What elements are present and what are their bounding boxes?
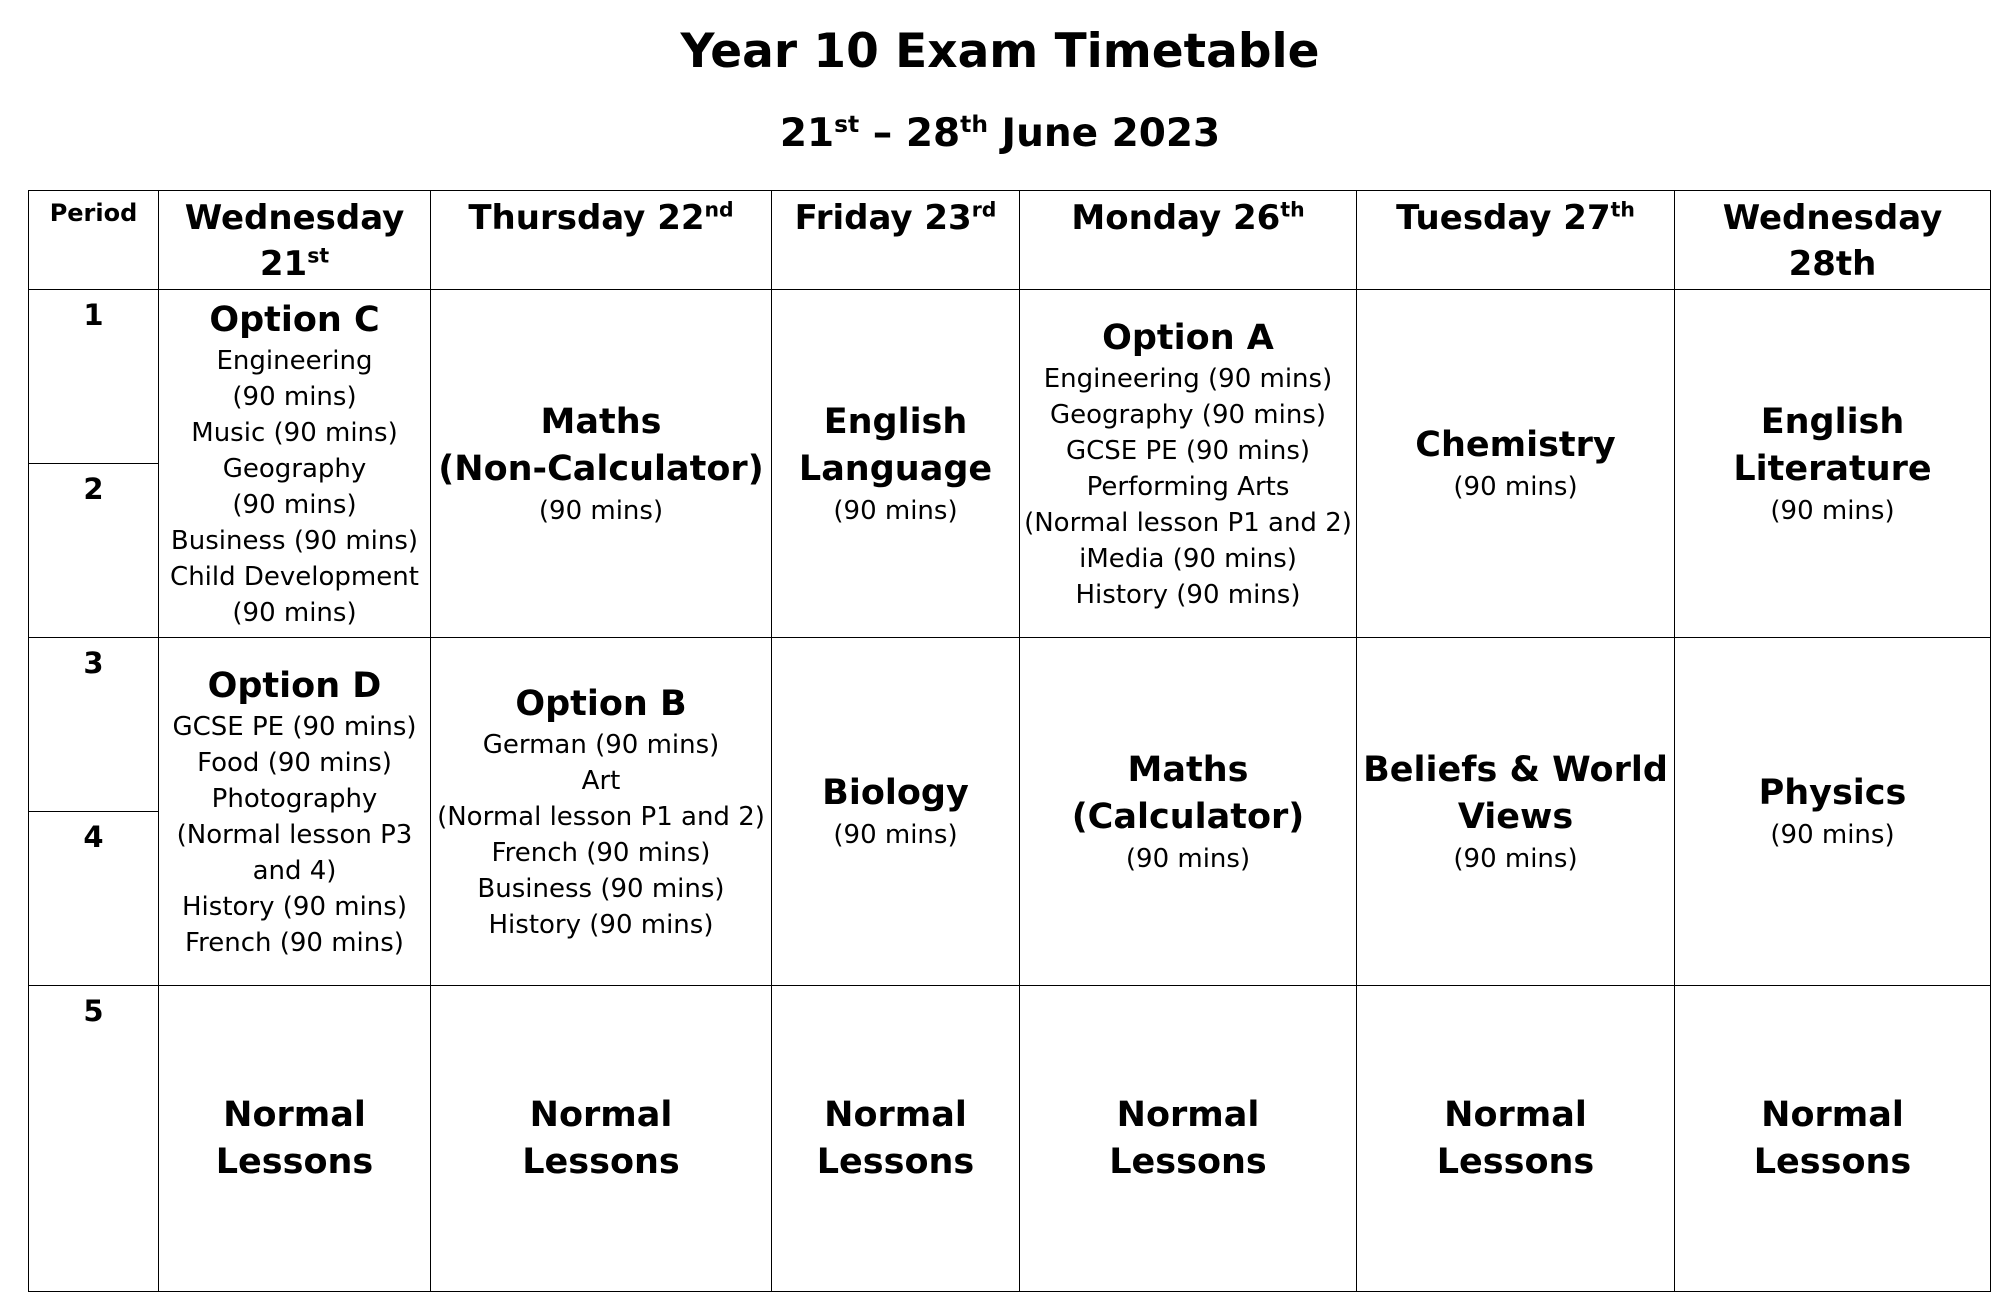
day-number-suffix: st	[307, 243, 330, 268]
exam-detail: (90 mins)	[232, 489, 357, 520]
exam-detail: Geography (90 mins)	[1049, 399, 1327, 430]
exam-detail: Business (90 mins)	[170, 525, 419, 556]
exam-detail: Engineering	[216, 345, 373, 376]
day-number: 23	[924, 198, 972, 238]
exam-detail: (90 mins)	[232, 381, 357, 412]
exam-detail: French (90 mins)	[491, 837, 711, 868]
exam-detail: Business (90 mins)	[477, 873, 725, 904]
day-header	[1675, 191, 1991, 290]
exam-duration: (90 mins)	[1125, 843, 1251, 874]
normal-lessons-cell	[1675, 986, 1991, 1292]
exam-duration: (90 mins)	[1770, 495, 1895, 526]
exam-detail: Geography	[222, 453, 367, 484]
normal-lessons-label: Normal	[1761, 1094, 1904, 1135]
exam-cell	[1357, 290, 1675, 638]
exam-duration: (90 mins)	[1453, 472, 1578, 502]
exam-subject: Option D	[207, 665, 382, 706]
exam-detail: Performing Arts	[1086, 471, 1290, 502]
exam-detail: Music (90 mins)	[191, 417, 398, 448]
normal-lessons-label: Lessons	[215, 1141, 374, 1182]
exam-subject: Physics	[1758, 773, 1907, 813]
day-number: 26	[1233, 198, 1281, 238]
exam-cell	[1675, 638, 1991, 986]
exam-detail: GCSE PE (90 mins)	[1065, 435, 1311, 466]
day-header	[1357, 191, 1675, 290]
subtitle-dash: –	[859, 111, 906, 156]
exam-duration: (90 mins)	[833, 820, 958, 850]
exam-subject: Maths	[540, 401, 662, 442]
exam-duration: (90 mins)	[1453, 843, 1578, 874]
exam-cell	[431, 290, 772, 638]
normal-lessons-cell	[1357, 986, 1675, 1292]
normal-lessons-label: Normal	[824, 1094, 967, 1135]
exam-subject: Language	[798, 448, 993, 489]
day-name: Friday	[794, 198, 925, 238]
period-column-header: Period	[29, 191, 159, 290]
exam-subject: Maths	[1127, 749, 1249, 790]
subtitle-end-day: 28	[905, 111, 961, 156]
exam-subject: Views	[1457, 796, 1574, 837]
day-number-suffix: th	[1280, 197, 1305, 222]
day-header	[1020, 191, 1357, 290]
normal-lessons-label: Normal	[1116, 1094, 1260, 1135]
exam-detail: (Normal lesson P3	[176, 819, 413, 850]
period-number: 4	[29, 812, 159, 986]
exam-detail: (Normal lesson P1 and 2)	[1024, 507, 1352, 538]
exam-detail: History (90 mins)	[1075, 579, 1301, 610]
exam-subject: (Non-Calculator)	[438, 448, 764, 489]
normal-lessons-cell	[159, 986, 431, 1292]
normal-lessons-label: Lessons	[1753, 1141, 1912, 1182]
period-number: 2	[29, 464, 159, 638]
exam-detail: and 4)	[252, 855, 337, 886]
normal-lessons-cell	[431, 986, 772, 1292]
period-number: 5	[29, 986, 159, 1292]
normal-lessons-label: Lessons	[1436, 1141, 1595, 1182]
exam-detail: History (90 mins)	[182, 891, 407, 922]
subtitle-end-suffix: th	[960, 110, 988, 138]
day-header	[431, 191, 772, 290]
exam-subject: Beliefs & World	[1363, 749, 1668, 790]
normal-lessons-label: Normal	[529, 1094, 673, 1135]
day-name: Wednesday	[184, 198, 405, 238]
subtitle-start-suffix: st	[834, 110, 860, 138]
exam-detail: iMedia (90 mins)	[1079, 543, 1297, 574]
normal-lessons-label: Normal	[1444, 1094, 1587, 1135]
exam-subject: Chemistry	[1415, 425, 1616, 465]
exam-detail: Art	[581, 765, 621, 796]
exam-subject: Option B	[515, 683, 687, 724]
exam-subject: Option C	[209, 299, 380, 340]
normal-lessons-label: Normal	[223, 1094, 366, 1135]
exam-detail: GCSE PE (90 mins)	[172, 711, 417, 742]
subtitle-month-year: June 2023	[987, 111, 1221, 156]
exam-detail: Engineering (90 mins)	[1043, 363, 1333, 394]
page-title: Year 10 Exam Timetable	[680, 24, 1320, 79]
exam-subject: English	[823, 401, 968, 442]
exam-subject: (Calculator)	[1071, 796, 1305, 837]
day-number-suffix: th	[1610, 197, 1635, 222]
day-number: 21	[259, 244, 308, 284]
normal-lessons-label: Lessons	[522, 1141, 680, 1182]
exam-detail: Photography	[211, 783, 378, 814]
day-number: 22	[657, 198, 705, 238]
exam-detail: (90 mins)	[232, 597, 357, 628]
day-name: Tuesday	[1396, 198, 1564, 238]
day-name: Wednesday 28th	[1722, 198, 1943, 284]
subtitle-start-day: 21	[779, 111, 835, 156]
day-header	[772, 191, 1020, 290]
day-number-suffix: nd	[704, 197, 734, 222]
exam-subject: Biology	[822, 773, 969, 813]
day-name: Monday	[1071, 198, 1234, 238]
exam-cell	[159, 638, 431, 986]
exam-cell	[1675, 290, 1991, 638]
normal-lessons-label: Lessons	[1109, 1141, 1267, 1182]
exam-cell	[1020, 290, 1357, 638]
exam-duration: (90 mins)	[538, 495, 664, 526]
exam-cell	[159, 290, 431, 638]
day-number: 27	[1563, 198, 1611, 238]
exam-cell	[772, 290, 1020, 638]
exam-timetable	[28, 190, 1991, 1292]
exam-detail: French (90 mins)	[185, 927, 404, 958]
exam-cell	[431, 638, 772, 986]
exam-detail: German (90 mins)	[482, 729, 720, 760]
normal-lessons-cell	[772, 986, 1020, 1292]
day-number-suffix: rd	[971, 197, 997, 222]
exam-detail: Food (90 mins)	[197, 747, 392, 778]
exam-duration: (90 mins)	[1770, 820, 1895, 850]
page-subtitle	[0, 108, 2000, 160]
period-number: 3	[29, 638, 159, 812]
day-name: Thursday	[468, 198, 658, 238]
exam-detail: Child Development	[170, 561, 419, 592]
exam-cell	[1357, 638, 1675, 986]
exam-detail: (Normal lesson P1 and 2)	[437, 801, 765, 832]
exam-subject: English Literature	[1733, 401, 1932, 489]
exam-subject: Option A	[1102, 317, 1274, 358]
exam-cell	[1020, 638, 1357, 986]
day-header	[159, 191, 431, 290]
normal-lessons-label: Lessons	[816, 1141, 975, 1182]
period-number: 1	[29, 290, 159, 464]
exam-cell	[772, 638, 1020, 986]
exam-duration: (90 mins)	[833, 495, 958, 526]
exam-detail: History (90 mins)	[488, 909, 714, 940]
normal-lessons-cell	[1020, 986, 1357, 1292]
